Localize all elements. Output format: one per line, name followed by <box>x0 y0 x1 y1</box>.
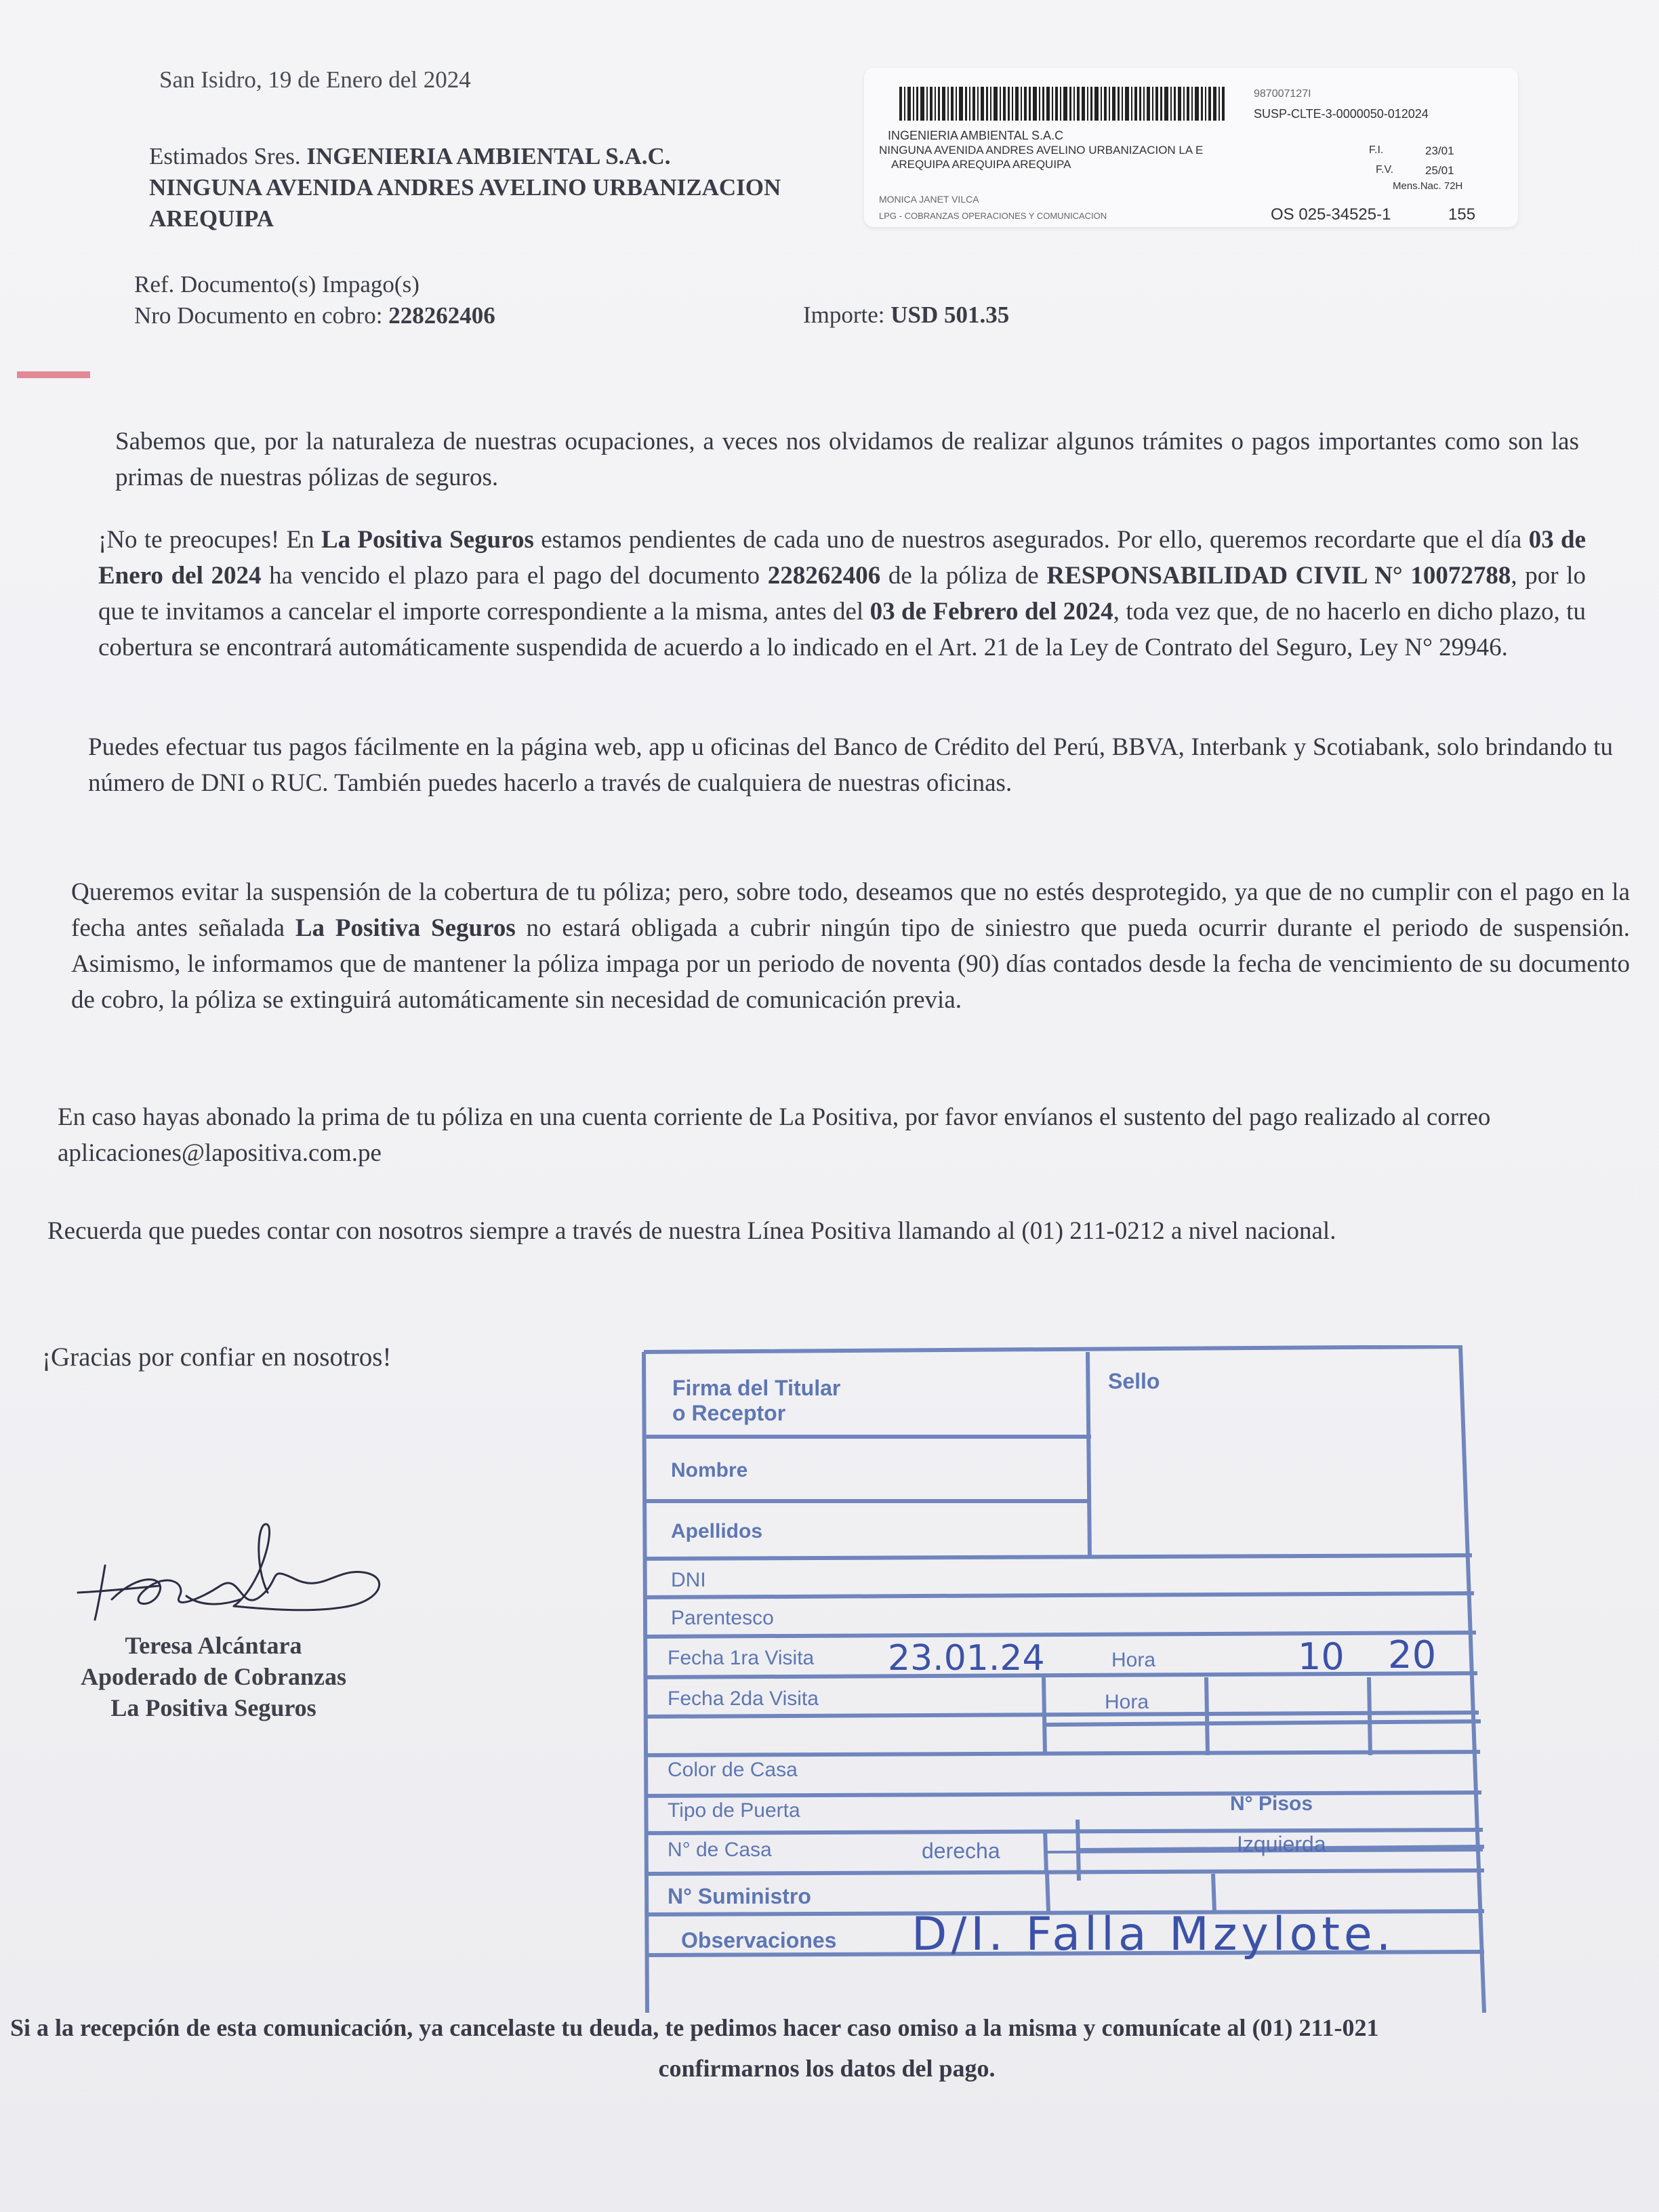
stamp-n-casa: N° de Casa <box>668 1839 772 1861</box>
stamp-suministro: N° Suministro <box>668 1884 811 1908</box>
signer-company: La Positiva Seguros <box>110 1694 316 1721</box>
p2-text-6: , toda vez que, de no hacerlo en dicho plazo, tu cobertura se encontrará automáticamente suspendida de acuerdo a lo indicado en el Art. 21 de la Ley de Contrato del Seguro, Ley N° 29946. <box>98 598 1586 661</box>
label-address2: AREQUIPA AREQUIPA AREQUIPA <box>891 158 1071 171</box>
signer-block <box>47 1630 380 1723</box>
red-mark <box>17 371 90 378</box>
greeting-prefix: Estimados Sres. <box>149 143 301 169</box>
footer-line-1: Si a la recepción de esta comunicación, ya cancelaste tu deuda, te pedimos hacer caso omiso a la misma y comunícate al (01) 211-021 <box>10 2014 1379 2041</box>
label-os-number: OS 025-34525-1 <box>1271 205 1391 224</box>
doc-number: 228262406 <box>388 302 495 329</box>
p2-text-1: ¡No te preocupes! En <box>98 526 321 554</box>
p4-text-1: Queremos evitar la suspensión de la cobertura de tu póliza; pero, sobre todo, deseamos que no estés desprotegido, ya que de no cumplir con el pago en la fecha antes señalada <box>71 878 1630 942</box>
label-fv: F.V. <box>1376 164 1394 176</box>
p2-text-5: , por lo que te invitamos a cancelar el importe correspondiente a la misma, antes del <box>98 562 1586 626</box>
stamp-firma-2: o Receptor <box>672 1401 786 1425</box>
amount <box>803 302 1009 329</box>
footer-line-2: confirmarnos los datos del pago. <box>658 2055 996 2082</box>
stamp-nombre: Nombre <box>671 1459 748 1481</box>
label-service: Mens.Nac. 72H <box>1393 180 1463 192</box>
stamp-hora-2: Hora <box>1105 1691 1149 1713</box>
thanks-line: ¡Gracias por confiar en nosotros! <box>42 1343 392 1372</box>
address-line: NINGUNA AVENIDA ANDRES AVELINO URBANIZACION <box>149 174 781 201</box>
stamp-hora-1-m: 20 <box>1388 1633 1437 1677</box>
barcode-icon <box>899 87 1228 121</box>
label-address1: NINGUNA AVENIDA ANDRES AVELINO URBANIZACION LA E <box>879 144 1204 157</box>
stamp-fecha-1-value: 23.01.24 <box>888 1638 1045 1679</box>
stamp-parentesco: Parentesco <box>671 1607 774 1629</box>
signer-name: Teresa Alcántara <box>125 1632 302 1659</box>
stamp-derecha: derecha <box>922 1839 1000 1863</box>
stamp-tipo-puerta: Tipo de Puerta <box>668 1799 800 1822</box>
label-recipient: INGENIERIA AMBIENTAL S.A.C <box>888 129 1064 142</box>
p4-text-2: no estará obligada a cubrir ningún tipo de siniestro que pueda ocurrir durante el periodo de suspensión. Asimismo, le informamos que de mantener la póliza impaga por un periodo de noventa (90) días contados desde la fecha de vencimiento de su documento de cobro, la póliza se extinguirá automáticamente sin necesidad de comunicación previa. <box>71 914 1631 1014</box>
p2-bold-doc: 228262406 <box>767 562 881 590</box>
delivery-stamp <box>637 1345 1498 2013</box>
stamp-color-casa: Color de Casa <box>668 1759 798 1781</box>
stamp-obs-value: D/I. Falla Mzylote. <box>912 1908 1395 1961</box>
signature-icon <box>64 1504 410 1647</box>
paragraph-5: En caso hayas abonado la prima de tu póliza en una cuenta corriente de La Positiva, por favor envíanos el sustento del pago realizado al correo aplicaciones@lapositiva.com.pe <box>58 1103 1491 1167</box>
p2-bold-policy: RESPONSABILIDAD CIVIL N° 10072788 <box>1046 562 1511 590</box>
label-tracking: 987007127I <box>1254 88 1311 100</box>
p2-text-4: de la póliza de <box>880 562 1047 590</box>
label-department: LPG - COBRANZAS OPERACIONES Y COMUNICACION <box>879 211 1107 221</box>
recipient-address <box>149 141 781 234</box>
paragraph-2 <box>98 522 1586 665</box>
p2-bold-due-date: 03 de Enero del 2024 <box>98 526 1586 590</box>
p2-text-3: ha vencido el plazo para el pago del documento <box>261 562 768 590</box>
signer-title: Apoderado de Cobranzas <box>80 1663 347 1690</box>
stamp-hora-1-h: 10 <box>1298 1635 1345 1678</box>
footer-note <box>10 2007 1659 2089</box>
date-line: San Isidro, 19 de Enero del 2024 <box>159 66 471 93</box>
paragraph-3: Puedes efectuar tus pagos fácilmente en la página web, app u oficinas del Banco de Crédito del Perú, BBVA, Interbank y Scotiabank, solo brindando tu número de DNI o RUC. También puedes hacerlo a través de cualquiera de nuestras oficinas. <box>88 733 1613 797</box>
amount-value: USD 501.35 <box>890 302 1010 328</box>
company-name: INGENIERIA AMBIENTAL S.A.C. <box>306 143 671 169</box>
label-fv-value: 25/01 <box>1425 164 1454 177</box>
label-fi <box>1369 144 1383 157</box>
reference-block <box>134 269 495 331</box>
label-fi-label: F.I. <box>1369 144 1384 156</box>
label-contact: MONICA JANET VILCA <box>879 194 979 205</box>
label-fi-value: 23/01 <box>1425 144 1454 157</box>
doc-label: Nro Documento en cobro: <box>134 302 383 329</box>
p2-bold-company: La Positiva Seguros <box>321 526 534 554</box>
stamp-fecha-1: Fecha 1ra Visita <box>668 1647 815 1669</box>
paragraph-4 <box>71 874 1630 1018</box>
shipping-label <box>864 68 1518 227</box>
stamp-sello: Sello <box>1108 1369 1160 1393</box>
p4-bold-company: La Positiva Seguros <box>295 914 516 942</box>
stamp-firma-1: Firma del Titular <box>672 1376 841 1400</box>
p2-bold-deadline: 03 de Febrero del 2024 <box>869 598 1113 626</box>
stamp-n-pisos: N° Pisos <box>1230 1793 1313 1815</box>
label-code: SUSP-CLTE-3-0000050-012024 <box>1254 107 1429 121</box>
ref-line: Ref. Documento(s) Impago(s) <box>134 271 419 298</box>
paragraph-6: Recuerda que puedes contar con nosotros siempre a través de nuestra Línea Positiva llamando al (01) 211-0212 a nivel nacional. <box>47 1217 1336 1245</box>
paragraph-1: Sabemos que, por la naturaleza de nuestras ocupaciones, a veces nos olvidamos de realizar algunos trámites o pagos importantes como son las primas de nuestras pólizas de seguros. <box>115 428 1579 491</box>
stamp-dni: DNI <box>671 1569 706 1591</box>
stamp-hora-1: Hora <box>1111 1649 1156 1671</box>
stamp-fecha-2: Fecha 2da Visita <box>668 1687 819 1710</box>
stamp-observaciones: Observaciones <box>681 1928 837 1952</box>
amount-label: Importe: <box>803 302 885 328</box>
city: AREQUIPA <box>149 205 274 232</box>
stamp-izquierda: Izquierda <box>1237 1832 1326 1856</box>
stamp-apellidos: Apellidos <box>671 1520 763 1542</box>
label-os-suffix: 155 <box>1448 205 1476 224</box>
p2-text-2: estamos pendientes de cada uno de nuestros asegurados. Por ello, queremos recordarte que el día <box>533 526 1529 554</box>
